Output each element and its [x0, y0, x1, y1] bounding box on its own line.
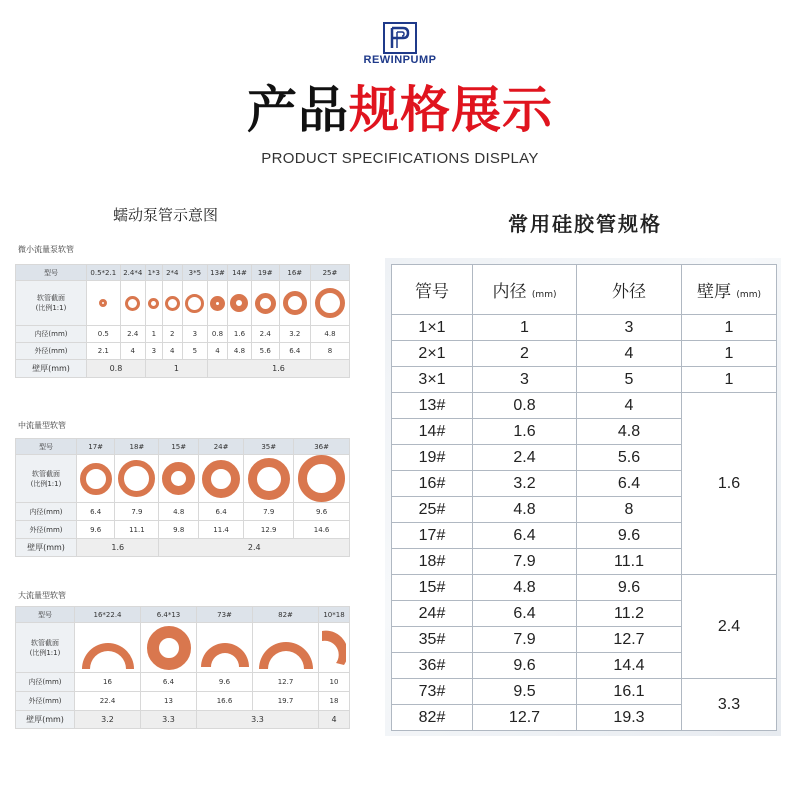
tube-cross-section — [120, 281, 145, 326]
outer-diameter-label: 外径(mm) — [16, 692, 75, 711]
header-wall-thickness — [682, 265, 777, 315]
model-cell: 17# — [77, 439, 115, 455]
id-cell: 6.4 — [473, 523, 577, 549]
section-label-line1: 软管截面 — [32, 469, 60, 478]
wall-cell: 1.6 — [682, 393, 777, 575]
model-cell: 3*5 — [182, 265, 207, 281]
value-cell: 13 — [141, 692, 197, 711]
silicone-tube-spec-table — [391, 264, 777, 731]
value-cell: 2.1 — [87, 343, 121, 360]
wall-thickness-label: 壁厚(mm) — [16, 711, 75, 729]
wall-cell: 2.4 — [682, 575, 777, 679]
wall-cell: 1 — [682, 315, 777, 341]
section-label-line1: 软管截面 — [37, 294, 65, 302]
value-cell: 0.8 — [87, 360, 146, 378]
id-cell: 7.9 — [473, 549, 577, 575]
model-cell: 2×1 — [392, 341, 473, 367]
value-cell: 10 — [319, 673, 350, 692]
table-row — [392, 679, 777, 705]
value-cell: 2.4 — [251, 326, 279, 343]
wall-thickness-label: 壁厚(mm) — [16, 539, 77, 557]
header-wall-unit: (mm) — [736, 290, 761, 300]
value-cell: 3.3 — [141, 711, 197, 729]
model-cell: 15# — [392, 575, 473, 601]
id-cell: 4.8 — [473, 497, 577, 523]
brand-name: REWINPUMP — [363, 54, 437, 66]
model-cell: 25# — [310, 265, 349, 281]
header-inner-diameter — [473, 265, 577, 315]
value-cell: 8 — [310, 343, 349, 360]
od-cell: 4 — [577, 341, 682, 367]
col-header: 型号 — [16, 265, 87, 281]
value-cell: 7.9 — [115, 503, 159, 521]
id-cell: 9.5 — [473, 679, 577, 705]
large-table-title: 大流量型软管 — [18, 591, 66, 600]
section-label-line2: (比例1:1) — [29, 648, 61, 657]
id-cell: 7.9 — [473, 627, 577, 653]
id-cell: 3 — [473, 367, 577, 393]
model-cell: 35# — [244, 439, 294, 455]
tube-cross-section — [244, 455, 294, 503]
section-label-line2: (比例1:1) — [35, 304, 67, 312]
value-cell: 3.3 — [197, 711, 319, 729]
id-cell: 1.6 — [473, 419, 577, 445]
value-cell: 9.6 — [77, 521, 115, 539]
model-cell: 1*3 — [145, 265, 162, 281]
brand-logo — [0, 22, 800, 58]
id-cell: 2 — [473, 341, 577, 367]
medium-table-title: 中流量型软管 — [18, 421, 66, 430]
od-cell: 4 — [577, 393, 682, 419]
value-cell: 4.8 — [228, 343, 252, 360]
id-cell: 4.8 — [473, 575, 577, 601]
model-cell: 3×1 — [392, 367, 473, 393]
od-cell: 5.6 — [577, 445, 682, 471]
title-red-part: 规格展示 — [349, 81, 553, 139]
value-cell: 9.6 — [294, 503, 350, 521]
table-row — [392, 575, 777, 601]
wall-cell: 1 — [682, 367, 777, 393]
value-cell: 4.8 — [310, 326, 349, 343]
model-cell: 24# — [198, 439, 243, 455]
od-cell: 19.3 — [577, 705, 682, 731]
value-cell: 18 — [319, 692, 350, 711]
model-cell: 16# — [279, 265, 310, 281]
id-cell: 0.8 — [473, 393, 577, 419]
model-cell: 73# — [197, 607, 253, 623]
model-cell: 2*4 — [162, 265, 182, 281]
value-cell: 9.6 — [197, 673, 253, 692]
value-cell: 12.9 — [244, 521, 294, 539]
wall-cell: 1 — [682, 341, 777, 367]
value-cell: 5 — [182, 343, 207, 360]
value-cell: 3 — [145, 343, 162, 360]
value-cell: 5.6 — [251, 343, 279, 360]
model-cell: 13# — [392, 393, 473, 419]
title-black-part: 产品 — [247, 81, 349, 139]
header-model: 管号 — [392, 265, 473, 315]
tube-cross-section — [145, 281, 162, 326]
model-cell: 73# — [392, 679, 473, 705]
model-cell: 18# — [392, 549, 473, 575]
model-cell: 82# — [253, 607, 319, 623]
tube-cross-section — [162, 281, 182, 326]
header-wall-text: 壁厚 — [697, 282, 732, 302]
tube-cross-section — [77, 455, 115, 503]
value-cell: 19.7 — [253, 692, 319, 711]
value-cell: 0.8 — [207, 326, 227, 343]
header-outer-diameter: 外径 — [577, 265, 682, 315]
page-subtitle: PRODUCT SPECIFICATIONS DISPLAY — [261, 150, 539, 167]
value-cell: 14.6 — [294, 521, 350, 539]
model-cell: 2.4*4 — [120, 265, 145, 281]
value-cell: 1.6 — [77, 539, 159, 557]
value-cell: 6.4 — [141, 673, 197, 692]
tube-cross-section — [198, 455, 243, 503]
table-row — [392, 341, 777, 367]
tube-cross-section — [319, 623, 350, 673]
tube-cross-section — [228, 281, 252, 326]
model-cell: 16*22.4 — [75, 607, 141, 623]
value-cell: 11.1 — [115, 521, 159, 539]
model-cell: 82# — [392, 705, 473, 731]
od-cell: 16.1 — [577, 679, 682, 705]
tube-cross-section — [253, 623, 319, 673]
model-cell: 0.5*2.1 — [87, 265, 121, 281]
table-row — [392, 393, 777, 419]
model-cell: 36# — [294, 439, 350, 455]
model-cell: 36# — [392, 653, 473, 679]
tube-cross-section — [294, 455, 350, 503]
model-cell: 14# — [228, 265, 252, 281]
model-cell: 13# — [207, 265, 227, 281]
model-cell: 18# — [115, 439, 159, 455]
od-cell: 9.6 — [577, 523, 682, 549]
model-cell: 17# — [392, 523, 473, 549]
inner-diameter-label: 内径(mm) — [16, 673, 75, 692]
inner-diameter-label: 内径(mm) — [16, 326, 87, 343]
value-cell: 22.4 — [75, 692, 141, 711]
inner-diameter-label: 内径(mm) — [16, 503, 77, 521]
large-spec-table — [15, 606, 350, 729]
logo-mark-icon — [383, 22, 417, 54]
value-cell: 0.5 — [87, 326, 121, 343]
od-cell: 5 — [577, 367, 682, 393]
value-cell: 2.4 — [159, 539, 350, 557]
od-cell: 9.6 — [577, 575, 682, 601]
value-cell: 6.4 — [198, 503, 243, 521]
section-label-line2: (比例1:1) — [30, 479, 62, 488]
model-cell: 25# — [392, 497, 473, 523]
tube-cross-section — [87, 281, 121, 326]
od-cell: 11.2 — [577, 601, 682, 627]
id-cell: 6.4 — [473, 601, 577, 627]
od-cell: 12.7 — [577, 627, 682, 653]
value-cell: 1 — [145, 326, 162, 343]
value-cell: 1 — [145, 360, 207, 378]
right-section-title: 常用硅胶管规格 — [508, 212, 662, 236]
value-cell: 1.6 — [228, 326, 252, 343]
value-cell: 16 — [75, 673, 141, 692]
model-cell: 14# — [392, 419, 473, 445]
id-cell: 1 — [473, 315, 577, 341]
value-cell: 4 — [207, 343, 227, 360]
value-cell: 3.2 — [75, 711, 141, 729]
id-cell: 12.7 — [473, 705, 577, 731]
od-cell: 4.8 — [577, 419, 682, 445]
outer-diameter-label: 外径(mm) — [16, 521, 77, 539]
model-cell: 19# — [392, 445, 473, 471]
model-cell: 15# — [159, 439, 198, 455]
tube-cross-section — [115, 455, 159, 503]
medium-spec-table — [15, 438, 350, 557]
od-cell: 11.1 — [577, 549, 682, 575]
section-label — [16, 623, 75, 673]
page-title — [0, 80, 800, 140]
tube-cross-section — [279, 281, 310, 326]
col-header: 型号 — [16, 607, 75, 623]
value-cell: 16.6 — [197, 692, 253, 711]
section-label — [16, 281, 87, 326]
col-header: 型号 — [16, 439, 77, 455]
value-cell: 4 — [162, 343, 182, 360]
tube-cross-section — [197, 623, 253, 673]
tube-cross-section — [75, 623, 141, 673]
value-cell: 4 — [120, 343, 145, 360]
header-id-unit: (mm) — [531, 290, 557, 300]
header-id-text: 内径 — [492, 282, 527, 302]
wall-cell: 3.3 — [682, 679, 777, 731]
value-cell: 4 — [319, 711, 350, 729]
value-cell: 3 — [182, 326, 207, 343]
tube-cross-section — [141, 623, 197, 673]
model-cell: 19# — [251, 265, 279, 281]
od-cell: 6.4 — [577, 471, 682, 497]
tube-cross-section — [207, 281, 227, 326]
value-cell: 7.9 — [244, 503, 294, 521]
value-cell: 2.4 — [120, 326, 145, 343]
table-row — [392, 315, 777, 341]
od-cell: 3 — [577, 315, 682, 341]
wall-thickness-label: 壁厚(mm) — [16, 360, 87, 378]
micro-table-title: 微小流量泵软管 — [18, 245, 74, 254]
tube-cross-section — [251, 281, 279, 326]
od-cell: 8 — [577, 497, 682, 523]
tube-cross-section — [182, 281, 207, 326]
section-label-line1: 软管截面 — [31, 638, 59, 647]
value-cell: 6.4 — [77, 503, 115, 521]
id-cell: 3.2 — [473, 471, 577, 497]
tube-cross-section — [310, 281, 349, 326]
value-cell: 4.8 — [159, 503, 198, 521]
section-label — [16, 455, 77, 503]
model-cell: 16# — [392, 471, 473, 497]
value-cell: 6.4 — [279, 343, 310, 360]
tube-cross-section — [159, 455, 198, 503]
value-cell: 3.2 — [279, 326, 310, 343]
micro-spec-table — [15, 264, 350, 378]
id-cell: 9.6 — [473, 653, 577, 679]
od-cell: 14.4 — [577, 653, 682, 679]
outer-diameter-label: 外径(mm) — [16, 343, 87, 360]
id-cell: 2.4 — [473, 445, 577, 471]
model-cell: 6.4*13 — [141, 607, 197, 623]
value-cell: 2 — [162, 326, 182, 343]
value-cell: 9.8 — [159, 521, 198, 539]
table-row — [392, 367, 777, 393]
model-cell: 24# — [392, 601, 473, 627]
model-cell: 1×1 — [392, 315, 473, 341]
value-cell: 11.4 — [198, 521, 243, 539]
value-cell: 12.7 — [253, 673, 319, 692]
model-cell: 35# — [392, 627, 473, 653]
left-section-title: 蠕动泵管示意图 — [113, 206, 219, 224]
value-cell: 1.6 — [207, 360, 349, 378]
model-cell: 10*18 — [319, 607, 350, 623]
